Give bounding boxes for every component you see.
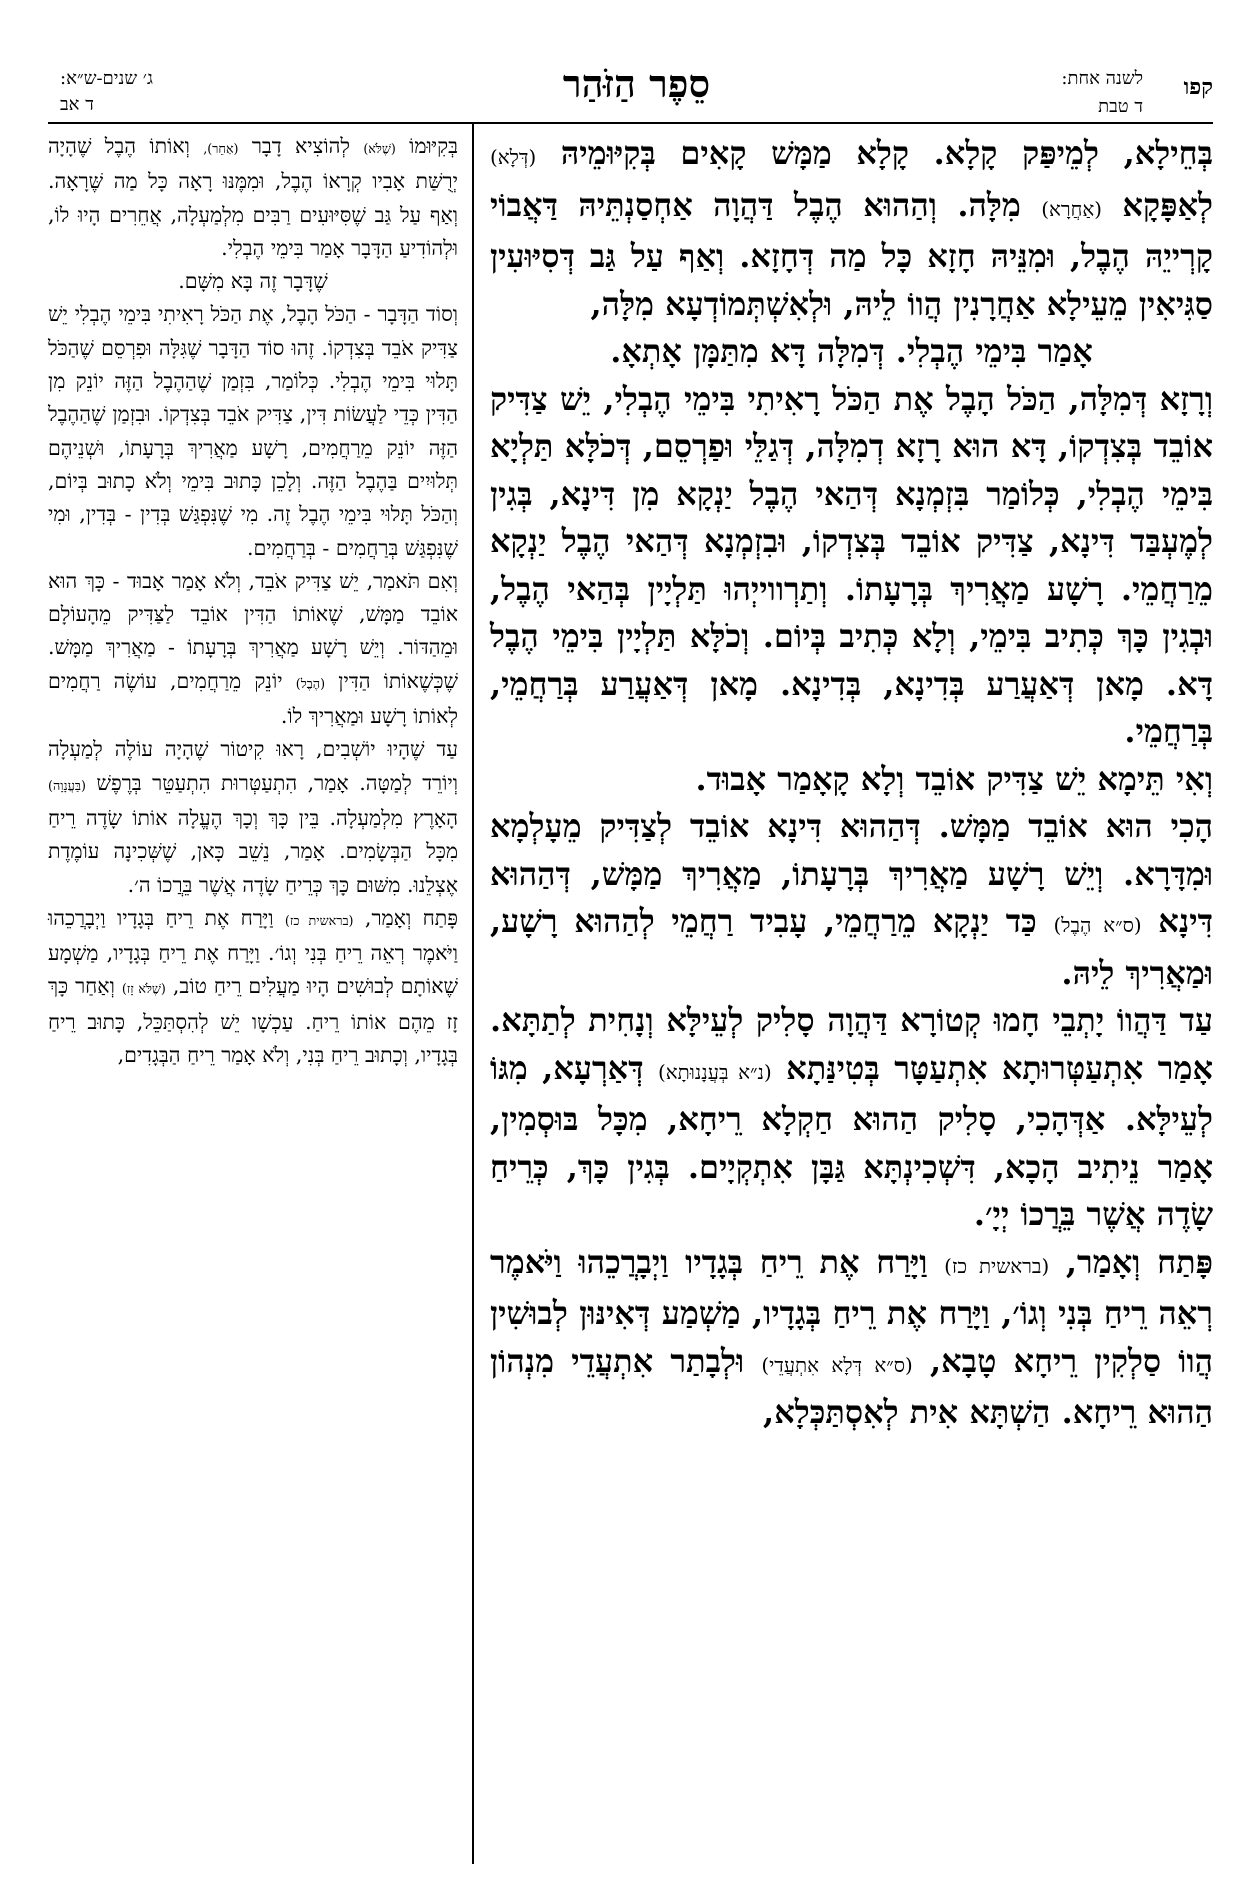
main-text: הָכִי הוּא אוֹבֵד מַמָּשׁ. דְּהַהוּא דִּינָא אוֹבֵד לְצַדִּיק מֵעָלְמָא וּמִדָּרָא. וְיֵשׁ רָשָׁע מַאֲרִיךְ בְּרָעָתוֹ, מַאֲרִיךְ מַמָּשׁ, דְּהַהוּא דִּינָא [490,807,1213,940]
variant-note: (דְּלָא) [490,146,537,169]
main-paragraph-7 [490,1239,1213,1437]
verse-reference: (בראשית כז) [284,912,354,928]
side-paragraph-2: שֶׁדָּבָר זֶה בָּא מִשָּׁם. [178,269,328,294]
side-text: פָּתַח וְאָמַר, [364,905,458,930]
variant-note: (שֶׁלֹּא זָז) [121,981,166,997]
side-paragraph-5 [48,733,458,901]
main-text: וּלְבָתַר אִתְעֲדֵי מִנְהוֹן הַהוּא רֵיחָא. הַשְׁתָּא אִית לְאִסְתַּכְּלָא, [490,1341,1213,1431]
page-number: קפו [1183,74,1213,100]
main-paragraph-6 [490,997,1213,1239]
schedule-one-year-date: ד טבת [1098,96,1143,117]
variant-note: (שֶׁלֹּא) [363,141,396,156]
main-paragraph-4: וְאִי תֵּימָא יֵשׁ צַדִּיק אוֹבֵד וְלָא קָאָמַר אָבוּד. [695,759,1213,798]
main-text: וַיָּרַח אֶת רֵיחַ בְּגָדָיו וַיְבָרֲכֵהוּ וַיֹּאמֶר רְאֵה רֵיחַ בְּנִי וְגוֹ׳, וַיָּרַח אֶת רֵיחַ בְּגָדָיו, מַשְׁמַע דְּאִינּוּן לְבוּשִׁין הֲווֹ סַלְקִין רֵיחָא טָבָא, [490,1242,1214,1380]
side-text: בְּקִיּוּמוֹ [409,134,458,158]
main-text: פָּתַח וְאָמַר, [1065,1242,1214,1281]
side-paragraph-4 [48,565,458,733]
header-divider [48,122,1213,124]
book-title: סֵפֶר הַזֹּהַר [562,61,711,106]
side-text: לְהוֹצִיא דָבָר [251,134,350,158]
side-paragraph-1 [48,130,458,265]
variant-note: (אַחֲרָא) [1041,197,1102,221]
aramaic-column [490,130,1213,1437]
main-text: לְאַפָּקָא [1122,185,1214,224]
side-text: וְאַחַר כָּךְ זָז מֵהֶם אוֹתוֹ רֵיחַ. עַכְשָׁו יֵשׁ לְהִסְתַּכֵּל, כָּתוּב רֵיחַ בְּגָדָיו, וְכָתוּב רֵיחַ בְּנִי, וְלֹא אָמַר רֵיחַ הַבְּגָדִים, [48,974,458,1068]
main-text: בְּחֵילָא, לְמֵיפַּק קָלָא. קָלָא מַמָּשׁ קָאִים בְּקִיּוּמֵיהּ [560,134,1214,172]
main-text: עַד דַּהֲווֹ יָתְבֵי חָמוּ קְטוֹרָא דַּהֲוָה סָלִיק לְעֵילָּא וְנָחִית לְתַתָּא. אָמַר אִתְעַטְּרוּתָא אִתְעַטָּר בְּטִינַּתָא [490,1001,1214,1087]
schedule-one-year: לשנה אחת: [1061,68,1143,89]
verse-reference: (בראשית כז) [944,1254,1050,1278]
schedule-three-years: ג׳ שנים-ש״א: [60,68,153,89]
variant-note: (אַחֵר), [203,141,239,156]
variant-note: (בַּעֲנָוָה) [48,777,86,793]
variant-note: (ס״א הֶבֶל) [1053,914,1142,937]
main-text: כַּד יַנְקָא מֵרַחֲמֵי, עָבִיד רַחֲמֵי לְהַהוּא רָשָׁע, וּמַאֲרִיךְ לֵיהּ. [490,902,1213,992]
variant-note: (נ״א בְּעֲנָנוּתָא) [658,1060,772,1084]
side-text: וְאוֹתוֹ הֶבֶל שֶׁהָיָה יְרֻשַּׁת אָבִיו קְרָאוֹ הֶבֶל, וּמִמֶּנּוּ רָאָה כָּל מַה שֶּׁרָאָה. וְאַף עַל גַּב שֶׁסִּיּוּעִים רַבִּים מִלְמַעְלָה, אֲחֵרִים הָיוּ לוֹ, וּלְהוֹדִיעַ הַדָּבָר אָמַר בִּימֵי הֶבְלִי. [48,134,458,260]
side-text: הָאָרֶץ מִלְמַעְלָה. בֵּין כָּךְ וְכָךְ הֶעֱלָה אוֹתוֹ שָׂדֶה רֵיחַ מִכָּל הַבְּשָׂמִים. אָמַר, נֵשֵׁב כָּאן, שֶׁשְּׁכִינָה עוֹמֶדֶת אֶצְלֵנוּ. מִשּׁוּם כָּךְ כְּרֵיחַ שָׂדֶה אֲשֶׁר בֵּרֲכוֹ ה׳. [48,805,458,897]
variant-note: (ס״א דְּלָא אִתְעֲדֵי) [761,1353,913,1377]
page-header [60,60,1213,130]
header-left [60,66,230,118]
main-paragraph-1 [490,130,1213,328]
main-paragraph-5 [490,803,1213,997]
side-paragraph-6 [48,902,458,1072]
schedule-three-years-date: ד אב [60,94,94,115]
side-paragraph-3: וְסוֹד הַדָּבָר - הַכֹּל הָבֶל, אֶת הַכֹּל רָאִיתִי בִּימֵי הֶבְלִי יֵשׁ צַדִּיק אֹבֵד בְּצִדְקוֹ. זֶהוּ סוֹד הַדָּבָר שֶׁגִּלָּה וּפִרְסֵם שֶׁהַכֹּל תָּלוּי בִּימֵי הֶבְלִי. כְּלוֹמַר, בִּזְמַן שֶׁהַהֶבֶל הַזֶּה יוֹנֵק מִן הַדִּין כְּדֵי לַעֲשׂוֹת דִּין, צַדִּיק אֹבֵד בְּצִדְקוֹ. וּבִזְמַן שֶׁהַהֶבֶל הַזֶּה יוֹנֵק מֵרַחֲמִים, רָשָׁע מַאֲרִיךְ בְּרָעָתוֹ, וּשְׁנֵיהֶם תְּלוּיִים בַּהֶבֶל הַזֶּה. וְלָכֵן כָּתוּב בִּימֵי וְלֹא כָתוּב בְּיוֹם, וְהַכֹּל תָּלוּי בִּימֵי הֶבֶל זֶה. מִי שֶׁנִּפְגַּשׁ בְּדִין - בְּדִין, וּמִי שֶׁנִּפְגַּשׁ בְּרַחֲמִים - בְּרַחֲמִים. [48,302,458,560]
main-paragraph-2: אָמַר בִּימֵי הֶבְלִי. דְּמִלָּה דָּא מִתַּמָּן אָתְאָ. [610,332,1093,370]
side-text: וַיָּרַח אֶת רֵיחַ בְּגָדָיו וַיְבָרֲכֵהוּ וַיֹּאמֶר רְאֵה רֵיחַ בְּנִי וְגוֹ׳. וַיָּרַח אֶת רֵיחַ בְּגָדָיו, מַשְׁמָע שֶׁאוֹתָם לְבוּשִׁים הָיוּ מַעֲלִים רֵיחַ טוֹב, [48,905,459,999]
side-text: יוֹנֵק מֵרַחֲמִים, עוֹשֶׂה רַחֲמִים לְאוֹתוֹ רָשָׁע וּמַאֲרִיךְ לוֹ. [48,668,458,729]
variant-note: (הֶבֶל) [295,675,326,691]
main-text: מִלָּה. וְהַהוּא הֶבֶל דַּהֲוָה אַחְסַנְתֵּיהּ דַּאֲבוֹי קָרְייֵהּ הֶבֶל, וּמִנֵּיהּ חָזָא כָּל מַה דְּחָזָא. וְאַף עַל גַּב דְּסִיּוּעִין סַגִּיאִין מֵעֵילָא אַחֲרָנִין הֲווֹ לֵיהּ, וּלְאִשְׁתְּמוֹדְעָא מִלָּה, [490,185,1213,323]
side-text: עַד שֶׁהָיוּ יוֹשְׁבִים, רָאוּ קִיטוֹר שֶׁהָיָה עוֹלֶה לְמַעְלָה וְיוֹרֵד לְמַטָּה. אָמַר, הִתְעַטְּרוּת הִתְעַטֵּר בְּרֶפֶשׁ [48,737,458,795]
side-text: וְאִם תֹּאמַר, יֵשׁ צַדִּיק אֹבֵד, וְלֹא אָמַר אָבוּד - כָּךְ הוּא אוֹבֵד מַמָּשׁ, שֶׁאוֹתוֹ הַדִּין אוֹבֵד לַצַּדִּיק מֵהָעוֹלָם וּמֵהַדּוֹר. וְיֵשׁ רָשָׁע מַאֲרִיךְ בְּרָעָתוֹ - מַאֲרִיךְ מַמָּשׁ. שֶׁכְּשֶׁאוֹתוֹ הַדִּין [48,568,458,693]
hebrew-translation-column [48,130,458,1072]
main-paragraph-3: וְרָזָא דְּמִלָּה, הַכֹּל הָבֶל אֶת הַכֹּל רָאִיתִי בִּימֵי הֶבְלִי, יֵשׁ צַדִּיק אוֹבֵד בְּצִדְקוֹ, דָּא הוּא רָזָא דְמִלָּה, דְּגַלֵּי וּפַרְסֵם, דְּכֹלָּא תַּלְיָא בִּימֵי הֶבְלִי, כְּלוֹמַר בִּזְמְנָא דְּהַאי הֶבֶל יַנְקָא מִן דִּינָא, בְּגִין לְמֶעְבַּד דִּינָא, צַדִּיק אוֹבֵד בְּצִדְקוֹ, וּבִזְמְנָא דְּהַאי הֶבֶל יַנְקָא מֵרַחֲמֵי. רָשָׁע מַאֲרִיךְ בְּרָעָתוֹ. וְתַרְווייְהוּ תַּלְיָין בְּהַאי הֶבֶל, וּבְגִין כָּךְ כְּתִיב בִּימֵי, וְלָא כְּתִיב בְּיוֹם. וְכֹלָּא תַּלְיָין בִּימֵי הֶבֶל דָּא. מָאן דְּאַעֲרַע בְּדִינָא, בְּדִינָא. מָאן דְּאַעֲרַע בְּרַחֲמֵי, בְּרַחֲמֵי. [490,379,1214,750]
main-text: דְּאַרְעָא, מִגּוֹ לְעֵילָּא. אַדְּהָכִי, סָלִיק הַהוּא חַקְלָא רֵיחָא, מִכָּל בּוּסְמִין, אָמַר נֵיתִיב הָכָא, דִּשְׁכִינְתָּא גַּבָּן אִתְקְיָים. בְּגִין כָּךְ, כְּרֵיחַ שָׂדֶה אֲשֶׁר בֵּרֲכוֹ יְיָ׳. [490,1048,1213,1233]
column-divider [472,122,474,1864]
